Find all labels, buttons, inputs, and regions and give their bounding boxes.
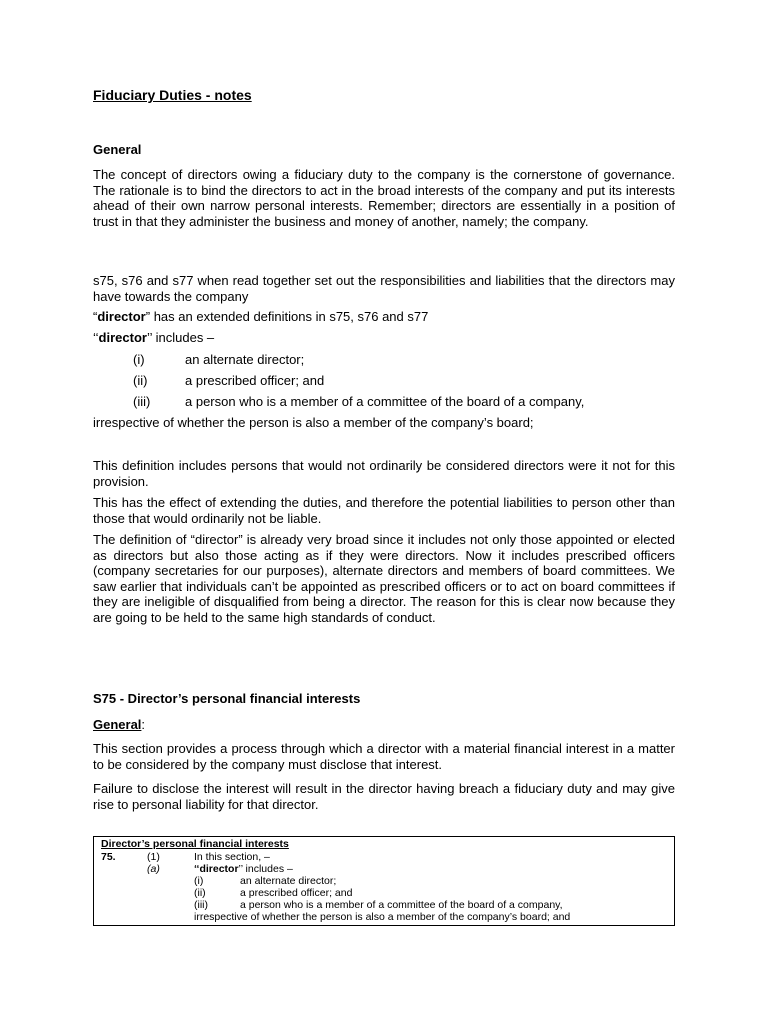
box-item-number: (iii) bbox=[194, 899, 208, 911]
s75-general-label: General bbox=[93, 717, 142, 732]
paragraph-concept: The concept of directors owing a fiduciary duty to the company is the cornerstone of governance. The rationale is to bind the directors to act in the broad interests of the company and put its interests ahead of their own narrow personal interests. Remember; directors are essentially in a position of trust in that they administer the business and money of another, namely; the company. bbox=[93, 167, 675, 229]
subsection-number: (1) bbox=[147, 851, 160, 863]
box-irrespective-line: irrespective of whether the person is also a member of the company’s board; and bbox=[194, 911, 571, 923]
list-item-text: an alternate director; bbox=[185, 352, 305, 367]
section-number: 75. bbox=[101, 851, 116, 863]
box-item-number: (ii) bbox=[194, 887, 206, 899]
box-item-text: a prescribed officer; and bbox=[240, 887, 353, 899]
general-heading: General bbox=[93, 142, 142, 157]
paragraph-sections: s75, s76 and s77 when read together set out the responsibilities and liabilities that the directors may have towards the company bbox=[93, 273, 675, 304]
colon: : bbox=[141, 717, 146, 732]
director-term: director bbox=[199, 863, 239, 875]
director-term: director bbox=[97, 309, 146, 324]
paragraph-process: This section provides a process through which a director with a material financial interest in a matter to be considered by the company must disclose that interest. bbox=[93, 741, 675, 772]
statute-extract-box bbox=[93, 836, 675, 926]
page-title: Fiduciary Duties - notes bbox=[93, 87, 252, 103]
director-includes-line bbox=[194, 863, 293, 876]
list-item-text: a prescribed officer; and bbox=[185, 373, 325, 388]
subsection-text: In this section, – bbox=[194, 851, 270, 863]
director-includes-line bbox=[93, 330, 675, 346]
box-item-number: (i) bbox=[194, 875, 204, 887]
box-item-text: a person who is a member of a committee of the board of a company, bbox=[240, 899, 563, 911]
extended-definition-text: ” has an extended definitions in s75, s76 and s77 bbox=[145, 309, 429, 324]
paragraph-letter: (a) bbox=[147, 863, 160, 875]
open-quote: ‘‘ bbox=[93, 330, 99, 345]
list-item-number: (i) bbox=[133, 352, 145, 367]
extended-definition-line bbox=[93, 309, 675, 325]
paragraph-definition: This definition includes persons that would not ordinarily be considered directors were it not for this provision. bbox=[93, 458, 675, 489]
list-item-number: (iii) bbox=[133, 394, 151, 409]
s75-heading: S75 - Director’s personal financial interests bbox=[93, 691, 361, 706]
box-item-text: an alternate director; bbox=[240, 875, 337, 887]
irrespective-line: irrespective of whether the person is also a member of the company’s board; bbox=[93, 415, 534, 430]
open-quote: ‘‘ bbox=[194, 863, 200, 875]
director-term: director bbox=[98, 330, 147, 345]
statute-box-heading: Director’s personal financial interests bbox=[101, 838, 289, 850]
paragraph-failure: Failure to disclose the interest will result in the director having breach a fiduciary duty and may give rise to personal liability for that director. bbox=[93, 781, 675, 812]
list-item-number: (ii) bbox=[133, 373, 148, 388]
list-item-text: a person who is a member of a committee of the board of a company, bbox=[185, 394, 585, 409]
s75-general-line bbox=[93, 717, 675, 733]
includes-text: ’’ includes – bbox=[146, 330, 215, 345]
open-quote: “ bbox=[93, 309, 98, 324]
includes-text: ’’ includes – bbox=[238, 863, 293, 875]
paragraph-broad-definition: The definition of “director” is already very broad since it includes not only those appointed or elected as directors but also those acting as if they were directors. Now it includes prescribed officers (company secretaries for our purposes), alternate directors and members of board committees. We saw earlier that individuals can’t be appointed as prescribed officers or to act on board committees if they are ineligible of disqualified from being a director. The reason for this is clear now because they are going to be held to the same high standards of conduct. bbox=[93, 532, 675, 625]
paragraph-effect: This has the effect of extending the duties, and therefore the potential liabilities to person other than those that would ordinarily not be liable. bbox=[93, 495, 675, 526]
